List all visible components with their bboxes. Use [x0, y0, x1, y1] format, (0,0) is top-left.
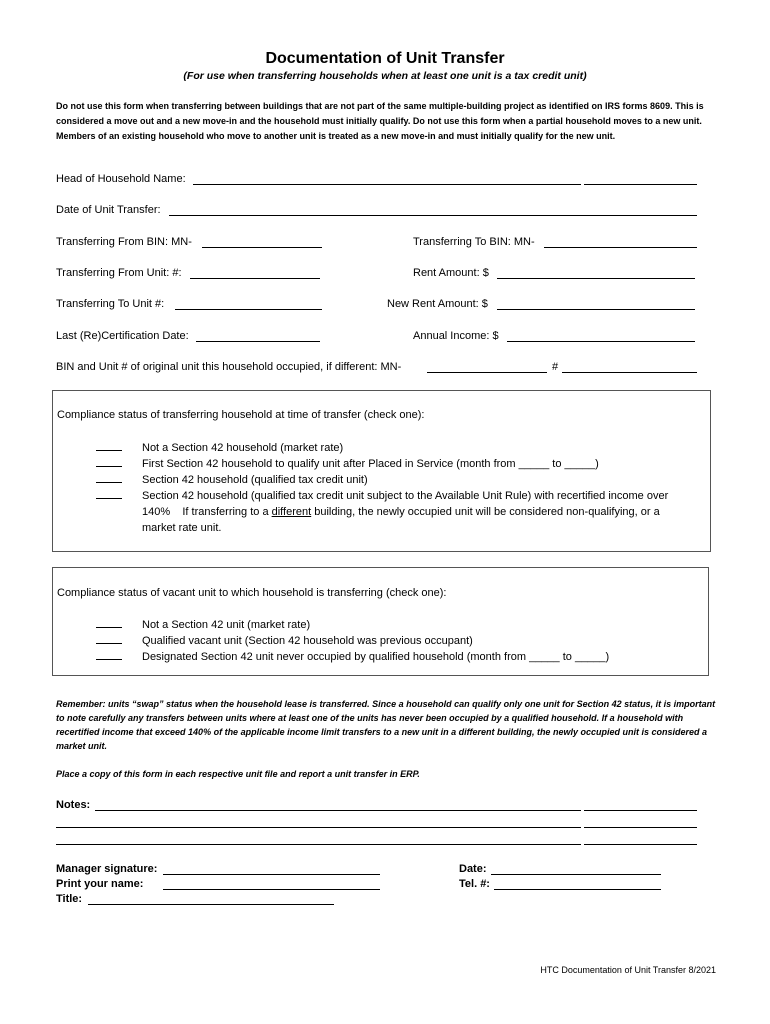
date-label: Date:	[459, 863, 487, 875]
rent-amount-row	[413, 267, 489, 279]
option-label: Qualified vacant unit (Section 42 household was previous occupant)	[142, 635, 473, 647]
head-of-household-label: Head of Household Name:	[56, 173, 186, 185]
transferring-from-bin-label: Transferring From BIN: MN-	[56, 236, 192, 248]
last-certification-row	[56, 330, 189, 342]
vacant-status-heading: Compliance status of vacant unit to which household is transferring (check one):	[57, 587, 447, 599]
household-status-options	[96, 440, 704, 536]
head-of-household-line[interactable]	[193, 184, 581, 185]
place-copy-note: Place a copy of this form in each respective unit file and report a unit transfer in ERP.	[56, 769, 420, 779]
date-of-transfer-row	[56, 204, 161, 216]
notes-line-3[interactable]	[56, 844, 581, 845]
notes-line-2b[interactable]	[584, 827, 697, 828]
annual-income-line[interactable]	[507, 341, 695, 342]
title-line[interactable]	[88, 904, 334, 905]
option-label-underlined: different	[271, 506, 312, 518]
tel-line[interactable]	[494, 889, 661, 890]
transferring-to-bin-label: Transferring To BIN: MN-	[413, 236, 535, 248]
date-line[interactable]	[491, 874, 661, 875]
print-name-label: Print your name:	[56, 878, 144, 890]
checkbox-blank[interactable]	[96, 618, 122, 628]
form-title: Documentation of Unit Transfer	[265, 50, 505, 67]
transferring-to-bin-line[interactable]	[544, 247, 697, 248]
vacant-option-2	[96, 633, 704, 649]
manager-signature-line[interactable]	[163, 874, 380, 875]
bin-original-label: BIN and Unit # of original unit this household occupied, if different: MN-	[56, 361, 402, 373]
title-label: Title:	[56, 893, 83, 905]
transferring-from-bin-line[interactable]	[202, 247, 322, 248]
vacant-option-1	[96, 617, 704, 633]
checkbox-blank[interactable]	[96, 473, 122, 483]
bin-original-unit-line[interactable]	[562, 372, 697, 373]
transferring-from-bin-row	[56, 236, 192, 248]
annual-income-row	[413, 330, 499, 342]
head-of-household-row	[56, 173, 186, 185]
bin-original-hash: #	[552, 361, 559, 373]
new-rent-amount-label: New Rent Amount: $	[387, 298, 488, 310]
notes-line-3b[interactable]	[584, 844, 697, 845]
remember-paragraph: Remember: units “swap” status when the household lease is transferred. Since a household can qualify only one unit for Section 42 status, it is important to note carefully any transfers between units where at least one of the units has never been occupied by a qualified household. If a household with recertified income that exceed 140% of the applicable income limit transfers to a new unit in a different building, the newly occupied unit is considered a market unit.	[56, 699, 716, 751]
date-of-transfer-line[interactable]	[169, 215, 697, 216]
vacant-option-3	[96, 649, 704, 665]
new-rent-amount-row	[387, 298, 488, 310]
transferring-from-unit-line[interactable]	[190, 278, 320, 279]
notes-line-1b[interactable]	[584, 810, 697, 811]
transferring-to-unit-line[interactable]	[175, 309, 322, 310]
transferring-to-unit-label: Transferring To Unit #:	[56, 298, 165, 310]
notes-label: Notes:	[56, 799, 91, 811]
head-of-household-line-2[interactable]	[584, 184, 697, 185]
household-option-1	[96, 440, 704, 456]
rent-amount-label: Rent Amount: $	[413, 267, 489, 279]
option-label: building, the newly occupied unit will be considered non-qualifying, or a	[311, 506, 660, 518]
manager-signature-label: Manager signature:	[56, 863, 158, 875]
checkbox-blank[interactable]	[96, 634, 122, 644]
bin-original-line[interactable]	[427, 372, 547, 373]
bin-original-row	[56, 361, 401, 373]
footer-note: HTC Documentation of Unit Transfer 8/2021	[540, 965, 716, 975]
option-label: Designated Section 42 unit never occupied by qualified household (month from _____ to _____)	[142, 651, 610, 663]
household-option-2	[96, 456, 704, 472]
rent-amount-line[interactable]	[497, 278, 695, 279]
last-certification-line[interactable]	[196, 341, 320, 342]
form-subtitle: (For use when transferring households when at least one unit is a tax credit unit)	[183, 70, 587, 82]
transferring-to-unit-row	[56, 298, 164, 310]
option-label: Section 42 household (qualified tax credit unit subject to the Available Unit Rule) with recertified income over	[142, 490, 669, 502]
date-of-transfer-label: Date of Unit Transfer:	[56, 204, 161, 216]
option-label: Not a Section 42 unit (market rate)	[142, 619, 311, 631]
intro-paragraph: Do not use this form when transferring between buildings that are not part of the same multiple-building project as identified on IRS forms 8609. This is considered a move out and a new move-in and the household must initially qualify. Do not use this form when a partial household moves to a new unit. Members of an existing household who move to another unit is treated as a new move-in and must initially qualify for the new unit.	[56, 101, 704, 141]
household-option-4-cont-2	[96, 520, 704, 536]
tel-label: Tel. #:	[459, 878, 490, 890]
notes-line-1[interactable]	[95, 810, 581, 811]
option-label: Section 42 household (qualified tax credit unit)	[142, 474, 368, 486]
transferring-from-unit-label: Transferring From Unit: #:	[56, 267, 182, 279]
option-label: market rate unit.	[142, 522, 222, 534]
option-label: First Section 42 household to qualify unit after Placed in Service (month from _____ to _____)	[142, 458, 599, 470]
transferring-from-unit-row	[56, 267, 182, 279]
annual-income-label: Annual Income: $	[413, 330, 499, 342]
print-name-line[interactable]	[163, 889, 380, 890]
notes-line-2[interactable]	[56, 827, 581, 828]
household-option-4-cont	[96, 504, 704, 520]
checkbox-blank[interactable]	[96, 441, 122, 451]
checkbox-blank[interactable]	[96, 489, 122, 499]
household-option-4	[96, 488, 704, 504]
household-option-3	[96, 472, 704, 488]
checkbox-blank[interactable]	[96, 650, 122, 660]
transferring-to-bin-row	[413, 236, 535, 248]
option-label: 140% If transferring to a	[142, 506, 272, 518]
last-certification-label: Last (Re)Certification Date:	[56, 330, 189, 342]
checkbox-blank[interactable]	[96, 457, 122, 467]
household-status-heading: Compliance status of transferring household at time of transfer (check one):	[57, 409, 425, 421]
new-rent-amount-line[interactable]	[497, 309, 695, 310]
vacant-status-options	[96, 617, 704, 665]
option-label: Not a Section 42 household (market rate)	[142, 442, 344, 454]
